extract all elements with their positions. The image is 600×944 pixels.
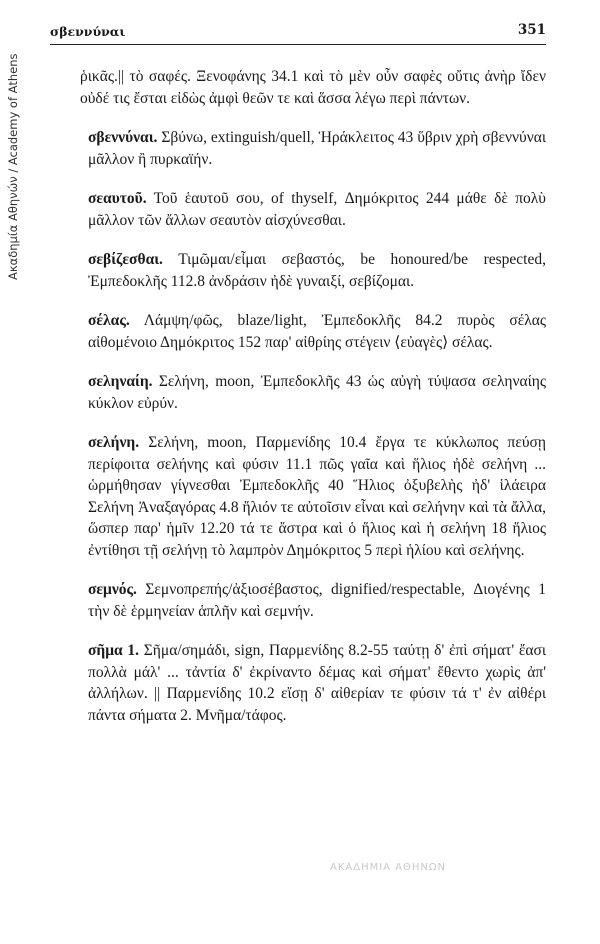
entry-semnos (88, 579, 546, 622)
entry-sema (88, 640, 546, 726)
entry-text: Σελήνη, moon, Ἐμπεδοκλῆς 43 ὡς αὐγὴ τύψασα σεληναίης κύκλον εὐρύν. (88, 373, 547, 412)
entry-lemma: σεβίζεσθαι. (88, 251, 163, 268)
entry-text: Σβύνω, extinguish/quell, Ἡράκλειτος 43 ὕβριν χρὴ σβεννύναι μᾶλλον ἢ πυρκαϊήν. (88, 129, 547, 168)
entry-sbennynai (88, 127, 546, 170)
bottom-watermark: ΑΚΑΔΗΜΙΑ ΑΘΗΝΩΝ (330, 862, 447, 873)
entry-lemma: σέλας. (88, 312, 130, 329)
entry-continuation (80, 66, 546, 109)
page-number: 351 (517, 22, 546, 38)
entry-text: ῥικᾶς.|| τὸ σαφές. Ξενοφάνης 34.1 καὶ τὸ μὲν οὖν σαφὲς οὔτις ἀνὴρ ἴδεν οὐδέ τις ἔσται εἰδὼς ἀμφὶ θεῶν τε καὶ ἅσσα λέγω περὶ πάντων. (80, 68, 546, 107)
entry-lemma: σεαυτοῦ. (88, 190, 147, 207)
entry-lemma: σῆμα 1. (88, 642, 140, 659)
entry-selene (88, 432, 546, 561)
entry-lemma: σεμνός. (88, 581, 137, 598)
dictionary-body (80, 66, 547, 744)
page-header (50, 22, 546, 45)
entry-lemma: σελήνη. (88, 434, 140, 451)
entry-selenaie (88, 371, 546, 414)
entry-lemma: σεληναίη. (88, 373, 153, 390)
entry-text: Σῆμα/σημάδι, sign, Παρμενίδης 8.2-55 ταύτῃ δ' ἐπὶ σήματ' ἔασι πολλὰ μάλ' ... τἀντία δ' ἐκρίναντο δέμας καὶ σήματ' ἔθεντο χωρὶς ἀπ' ἀλλήλων. || Παρμενίδης 10.2 εἴσῃ δ' αἰθερίαν τε φύσιν τά τ' ἐν αἰθέρι πάντα σήματα 2. Μνῆμα/τάφος. (88, 642, 547, 724)
running-headword: σβεννύναι (50, 24, 126, 39)
entry-selas (88, 310, 546, 353)
entry-seautou (88, 188, 546, 231)
side-watermark (6, 40, 28, 280)
watermark-text: Ακαδημία Αθηνών / Academy of Athens (6, 53, 20, 280)
entry-lemma: σβεννύναι. (88, 129, 158, 146)
entry-text: Σελήνη, moon, Παρμενίδης 10.4 ἔργα τε κύκλωπος πεύσῃ περίφοιτα σελήνης καὶ φύσιν 11.1 πῶς γαῖα καὶ ἥλιος ἠδὲ σελήνη ... ὡρμήθησαν γίγνεσθαι Ἐμπεδοκλῆς 40 Ἥλιος ὀξυβελὴς ἠδ' ἱλάειρα Σελήνη Ἀναξαγόρας 4.8 ἥλιόν τε αὐτοῖσιν εἶναι καὶ σελήνην καὶ τὰ ἄλλα, ὥσπερ παρ' ἡμῖν 12.20 τά τε ἄστρα καὶ ὁ ἥλιος καὶ ἡ σελήνη 18 ἥλιος ἐντίθησι τῇ σελήνῃ τὸ λαμπρὸν Δημόκριτος 5 περὶ ἡλίου καὶ σελήνης. (88, 434, 546, 559)
entry-text: Τοῦ ἑαυτοῦ σου, of thyself, Δημόκριτος 244 μάθε δὲ πολὺ μᾶλλον τῶν ἄλλων σεαυτὸν αἰσχύνεσθαι. (88, 190, 546, 229)
entry-text: Τιμῶμαι/εἶμαι σεβαστός, be honoured/be respected, Ἐμπεδοκλῆς 112.8 ἀνδράσιν ἠδὲ γυναιξί, σεβίζομαι. (88, 251, 546, 290)
entry-text: Σεμνοπρεπής/ἀξιοσέβαστος, dignified/respectable, Διογένης 1 τὴν δὲ ἑρμηνείαν ἁπλῆν καὶ σεμνήν. (88, 581, 546, 620)
entry-text: Λάμψη/φῶς, blaze/light, Ἐμπεδοκλῆς 84.2 πυρὸς σέλας αἰθομένοιο Δημόκριτος 152 παρ' αἰθρίης στέγειν ⟨εὐαγὲς⟩ σέλας. (88, 312, 546, 351)
entry-sebizesthai (88, 249, 546, 292)
